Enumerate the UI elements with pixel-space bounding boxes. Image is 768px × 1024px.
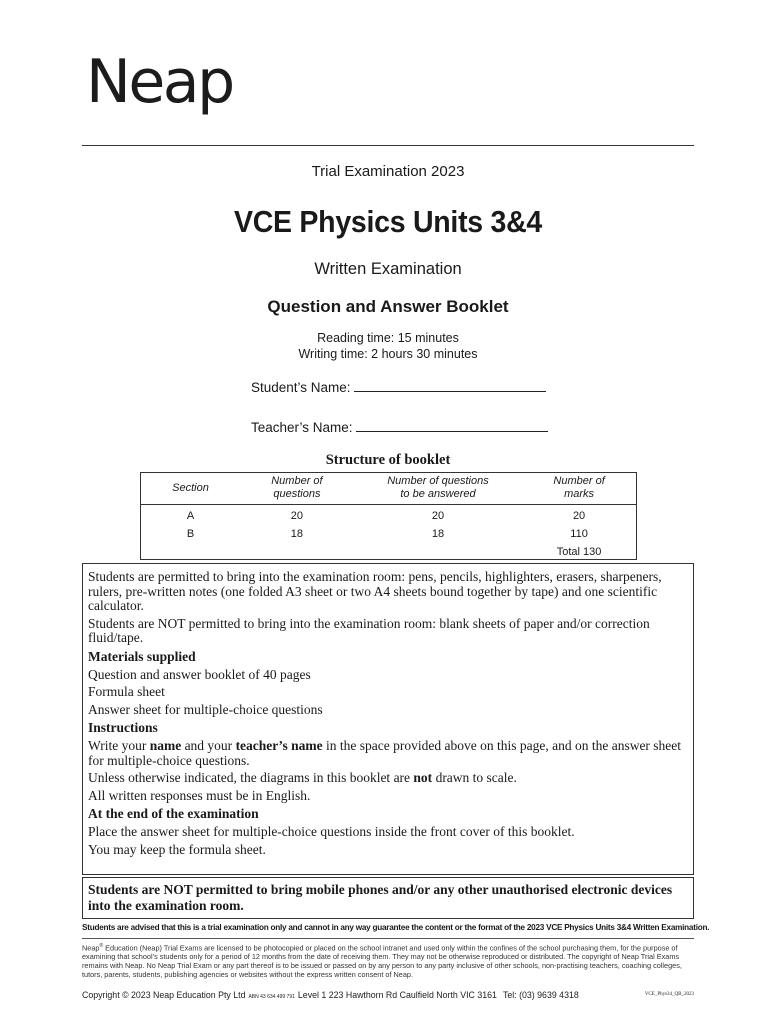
- address: Level 1 223 Hawthorn Rd Caulfield North VIC 3161: [297, 990, 497, 1000]
- table-row: [141, 525, 636, 543]
- header-answered: Number of questions to be answered: [354, 473, 522, 505]
- materials-heading: Materials supplied: [88, 648, 196, 664]
- footer: [82, 990, 694, 1000]
- instructions-heading: Instructions: [88, 720, 158, 736]
- table-row: [141, 505, 636, 526]
- teacher-name-label: Teacher’s Name:: [251, 420, 353, 435]
- instruction-scale: Unless otherwise indicated, the diagrams in this booklet are not drawn to scale.: [88, 770, 517, 786]
- writing-time: Writing time: 2 hours 30 minutes: [298, 347, 478, 361]
- material-item: Question and answer booklet of 40 pages: [88, 666, 311, 682]
- permitted-items: Students are permitted to bring into the examination room: pens, pencils, highlighters, erasers, sharpeners, rulers, pre-written notes (one folded A3 sheet or two A4 sheets bound together by tape) and one scientific calculator.: [88, 569, 662, 614]
- cell-questions: 18: [290, 528, 304, 540]
- teacher-name-field[interactable]: [251, 419, 548, 435]
- cell-marks: 20: [572, 510, 586, 522]
- student-name-line[interactable]: [354, 379, 546, 392]
- cell-section: B: [186, 528, 195, 540]
- student-name-label: Student’s Name:: [251, 380, 351, 395]
- licence-notice: Neap® Education (Neap) Trial Exams are licensed to be photocopied or placed on the school intranet and used only within the confines of the school purchasing them, for the purpose of examining that school’s students only for a period of 12 months from the date of receiving them. They may not be otherwise reproduced or distributed. The copyright of Neap Trial Exams remains with Neap. No Neap Trial Exam or any part thereof is to be issued or passed on by any person to any party inclusive of other schools, non-practising teachers, coaching colleges, tutors, parents, students, publishing agencies or websites without the express written consent of Neap.: [82, 943, 682, 980]
- document-code: VCE_Phys34_QB_2023: [644, 992, 694, 997]
- end-instruction: Place the answer sheet for multiple-choice questions inside the front cover of this booklet.: [88, 823, 575, 839]
- mobile-phone-warning: Students are NOT permitted to bring mobile phones and/or any other unauthorised electronic devices into the examination room.: [82, 877, 694, 919]
- subtitle: Written Examination: [314, 260, 462, 278]
- cell-answered: 18: [431, 528, 445, 540]
- instruction-english: All written responses must be in English.: [88, 787, 311, 803]
- header-marks: Number of marks: [522, 473, 636, 505]
- cell-questions: 20: [290, 510, 304, 522]
- copyright: Copyright © 2023 Neap Education Pty Ltd: [82, 990, 246, 1000]
- end-heading: At the end of the examination: [88, 806, 259, 822]
- material-item: Answer sheet for multiple-choice questions: [88, 701, 323, 717]
- advisory-note: Students are advised that this is a trial examination only and cannot in any way guarantee the content or the format of the 2023 VCE Physics Units 3&4 Written Examination.: [82, 923, 710, 932]
- header-rule: [82, 145, 694, 146]
- booklet-type: Question and Answer Booklet: [267, 297, 509, 316]
- telephone: Tel: (03) 9639 4318: [502, 990, 579, 1000]
- total-marks: Total 130: [556, 546, 602, 558]
- cell-answered: 20: [431, 510, 445, 522]
- reading-time: Reading time: 15 minutes: [317, 331, 459, 345]
- header-questions: Number of questions: [240, 473, 354, 505]
- student-name-field[interactable]: [251, 379, 546, 395]
- cell-section: A: [186, 510, 195, 522]
- material-item: Formula sheet: [88, 684, 165, 700]
- table-row: [141, 543, 636, 561]
- footer-rule: [82, 938, 694, 939]
- instruction-name: Write your name and your teacher’s name in the space provided above on this page, and on the answer sheet for multiple-choice questions.: [88, 737, 682, 768]
- not-permitted-items: Students are NOT permitted to bring into the examination room: blank sheets of paper and/or correction fluid/tape.: [88, 615, 650, 646]
- teacher-name-line[interactable]: [356, 419, 548, 432]
- page-title: VCE Physics Units 3&4: [233, 204, 543, 239]
- structure-title: Structure of booklet: [325, 452, 451, 468]
- structure-table: [140, 472, 637, 560]
- cell-marks: 110: [570, 528, 588, 540]
- abn: ABN 43 634 499 791: [248, 994, 295, 1000]
- end-instruction: You may keep the formula sheet.: [88, 841, 266, 857]
- exam-label: Trial Examination 2023: [311, 163, 465, 180]
- instructions-box: [82, 563, 694, 875]
- header-section: Section: [141, 473, 240, 505]
- neap-logo: Neap: [86, 47, 233, 117]
